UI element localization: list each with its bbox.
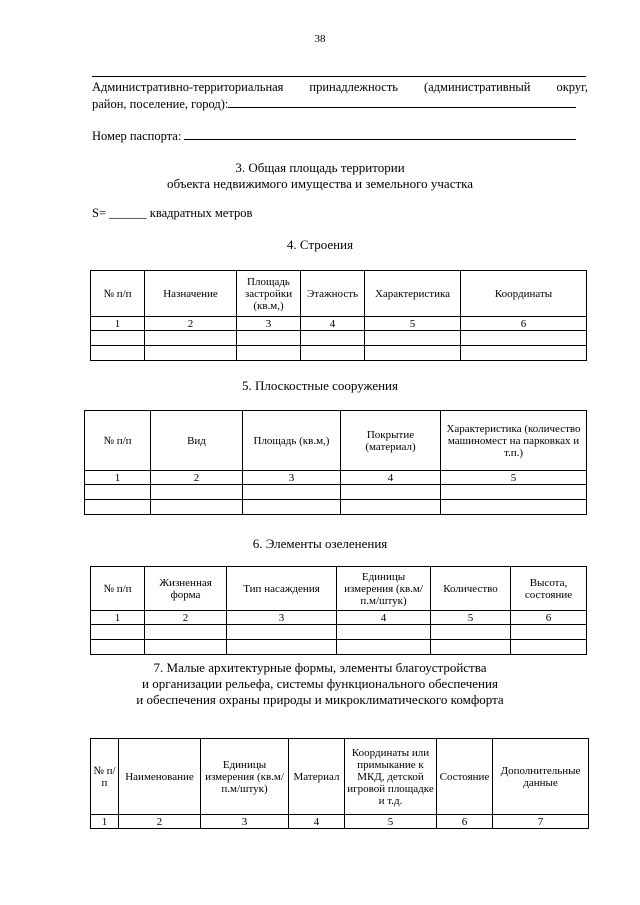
passport-blank[interactable]: [184, 128, 576, 140]
table-row: [91, 331, 587, 346]
empty-cell[interactable]: [337, 640, 431, 655]
table-header-row: [91, 739, 589, 815]
column-number: 1: [91, 611, 145, 625]
column-number: 3: [201, 815, 289, 829]
empty-cell[interactable]: [91, 640, 145, 655]
area-blank[interactable]: ______: [109, 206, 147, 220]
small-forms-table: [90, 738, 589, 829]
column-number: 1: [85, 471, 151, 485]
empty-cell[interactable]: [145, 331, 237, 346]
empty-cell[interactable]: [85, 485, 151, 500]
affiliation-word: принадлежность: [309, 80, 399, 94]
empty-cell[interactable]: [145, 640, 227, 655]
greenery-table: [90, 566, 587, 655]
table-header-row: [91, 271, 587, 317]
empty-cell[interactable]: [341, 500, 441, 515]
empty-cell[interactable]: [145, 625, 227, 640]
column-header: № п/п: [91, 739, 119, 815]
empty-cell[interactable]: [365, 331, 461, 346]
passport-label: Номер паспорта:: [92, 129, 182, 143]
empty-cell[interactable]: [91, 346, 145, 361]
table-row: [85, 500, 587, 515]
column-header: Назначение: [145, 271, 237, 317]
empty-cell[interactable]: [85, 500, 151, 515]
column-number: 6: [511, 611, 587, 625]
column-header: Координаты или примыкание к МКД, детской игровой площадке и т.д.: [345, 739, 437, 815]
section-7-title-line-2: и организации рельефа, системы функционального обеспечения: [142, 676, 498, 691]
column-header: № п/п: [85, 411, 151, 471]
column-header: Единицы измерения (кв.м/п.м/штук): [201, 739, 289, 815]
column-number-row: [91, 611, 587, 625]
section-5-title: 5. Плоскостные сооружения: [241, 378, 398, 393]
empty-cell[interactable]: [337, 625, 431, 640]
section-6-title: 6. Элементы озеленения: [252, 536, 388, 551]
affiliation-word: (административный: [423, 80, 531, 94]
column-number: 2: [145, 611, 227, 625]
column-number: 1: [91, 317, 145, 331]
column-header: Координаты: [461, 271, 587, 317]
table-header-row: [85, 411, 587, 471]
column-header: Площадь (кв.м,): [243, 411, 341, 471]
table-row: [91, 640, 587, 655]
area-unit: квадратных метров: [149, 206, 253, 220]
empty-cell[interactable]: [441, 485, 587, 500]
table-row: [85, 485, 587, 500]
affiliation-blank[interactable]: [228, 96, 576, 108]
column-header: Состояние: [437, 739, 493, 815]
affiliation-line-1: [92, 80, 588, 95]
empty-cell[interactable]: [227, 640, 337, 655]
column-header: Характеристика: [365, 271, 461, 317]
column-number: 3: [237, 317, 301, 331]
column-number: 2: [119, 815, 201, 829]
empty-cell[interactable]: [151, 500, 243, 515]
column-header: Количество: [431, 567, 511, 611]
section-4-title: 4. Строения: [286, 237, 354, 252]
affiliation-word: округ,: [556, 80, 588, 94]
column-number-row: [85, 471, 587, 485]
empty-cell[interactable]: [341, 485, 441, 500]
column-number: 4: [301, 317, 365, 331]
flat-structures-table: [84, 410, 587, 515]
empty-cell[interactable]: [365, 346, 461, 361]
empty-cell[interactable]: [441, 500, 587, 515]
column-header: Материал: [289, 739, 345, 815]
table-row: [91, 346, 587, 361]
empty-cell[interactable]: [227, 625, 337, 640]
column-number: 5: [365, 317, 461, 331]
column-header: Этажность: [301, 271, 365, 317]
empty-cell[interactable]: [91, 625, 145, 640]
column-number-row: [91, 815, 589, 829]
empty-cell[interactable]: [151, 485, 243, 500]
column-header: Вид: [151, 411, 243, 471]
empty-cell[interactable]: [431, 640, 511, 655]
empty-cell[interactable]: [461, 331, 587, 346]
column-number: 2: [151, 471, 243, 485]
empty-cell[interactable]: [91, 331, 145, 346]
page-number: 38: [314, 33, 326, 45]
empty-cell[interactable]: [511, 640, 587, 655]
area-line: [92, 206, 252, 221]
affiliation-line-2: [92, 96, 576, 112]
column-number: 3: [243, 471, 341, 485]
column-number: 1: [91, 815, 119, 829]
section-7-title: [0, 660, 640, 708]
table-header-row: [91, 567, 587, 611]
column-header: Тип насаждения: [227, 567, 337, 611]
column-number-row: [91, 317, 587, 331]
column-header: Высота, состояние: [511, 567, 587, 611]
section-7-title-line-3: и обеспечения охраны природы и микроклиматического комфорта: [136, 692, 504, 707]
empty-cell[interactable]: [431, 625, 511, 640]
column-number: 5: [441, 471, 587, 485]
section-3-title: [0, 160, 640, 192]
table-row: [91, 625, 587, 640]
passport-line: [92, 128, 576, 144]
empty-cell[interactable]: [511, 625, 587, 640]
column-number: 2: [145, 317, 237, 331]
column-number: 5: [345, 815, 437, 829]
column-header: Жизненная форма: [145, 567, 227, 611]
column-number: 7: [493, 815, 589, 829]
column-header: Наименование: [119, 739, 201, 815]
column-number: 4: [289, 815, 345, 829]
column-header: Площадь застройки (кв.м,): [237, 271, 301, 317]
column-header: Покрытие (материал): [341, 411, 441, 471]
section-7-title-line-1: 7. Малые архитектурные формы, элементы благоустройства: [153, 660, 487, 675]
section-3-title-line-1: 3. Общая площадь территории: [235, 160, 405, 175]
empty-cell[interactable]: [237, 331, 301, 346]
column-header: Характеристика (количество машиномест на парковках и т.п.): [441, 411, 587, 471]
empty-cell[interactable]: [243, 500, 341, 515]
affiliation-word: Административно-территориальная: [92, 80, 284, 94]
empty-cell[interactable]: [237, 346, 301, 361]
section-3-title-line-2: объекта недвижимого имущества и земельного участка: [166, 176, 474, 191]
column-header: № п/п: [91, 567, 145, 611]
column-header: № п/п: [91, 271, 145, 317]
empty-cell[interactable]: [145, 346, 237, 361]
column-number: 6: [437, 815, 493, 829]
top-rule: [92, 76, 586, 77]
empty-cell[interactable]: [243, 485, 341, 500]
column-number: 4: [341, 471, 441, 485]
empty-cell[interactable]: [301, 346, 365, 361]
column-number: 6: [461, 317, 587, 331]
buildings-table: [90, 270, 587, 361]
empty-cell[interactable]: [461, 346, 587, 361]
area-prefix: S=: [92, 206, 107, 220]
column-header: Единицы измерения (кв.м/п.м/штук): [337, 567, 431, 611]
column-number: 5: [431, 611, 511, 625]
column-number: 4: [337, 611, 431, 625]
empty-cell[interactable]: [301, 331, 365, 346]
column-number: 3: [227, 611, 337, 625]
affiliation-label: район, поселение, город):: [92, 97, 229, 111]
column-header: Дополнительные данные: [493, 739, 589, 815]
